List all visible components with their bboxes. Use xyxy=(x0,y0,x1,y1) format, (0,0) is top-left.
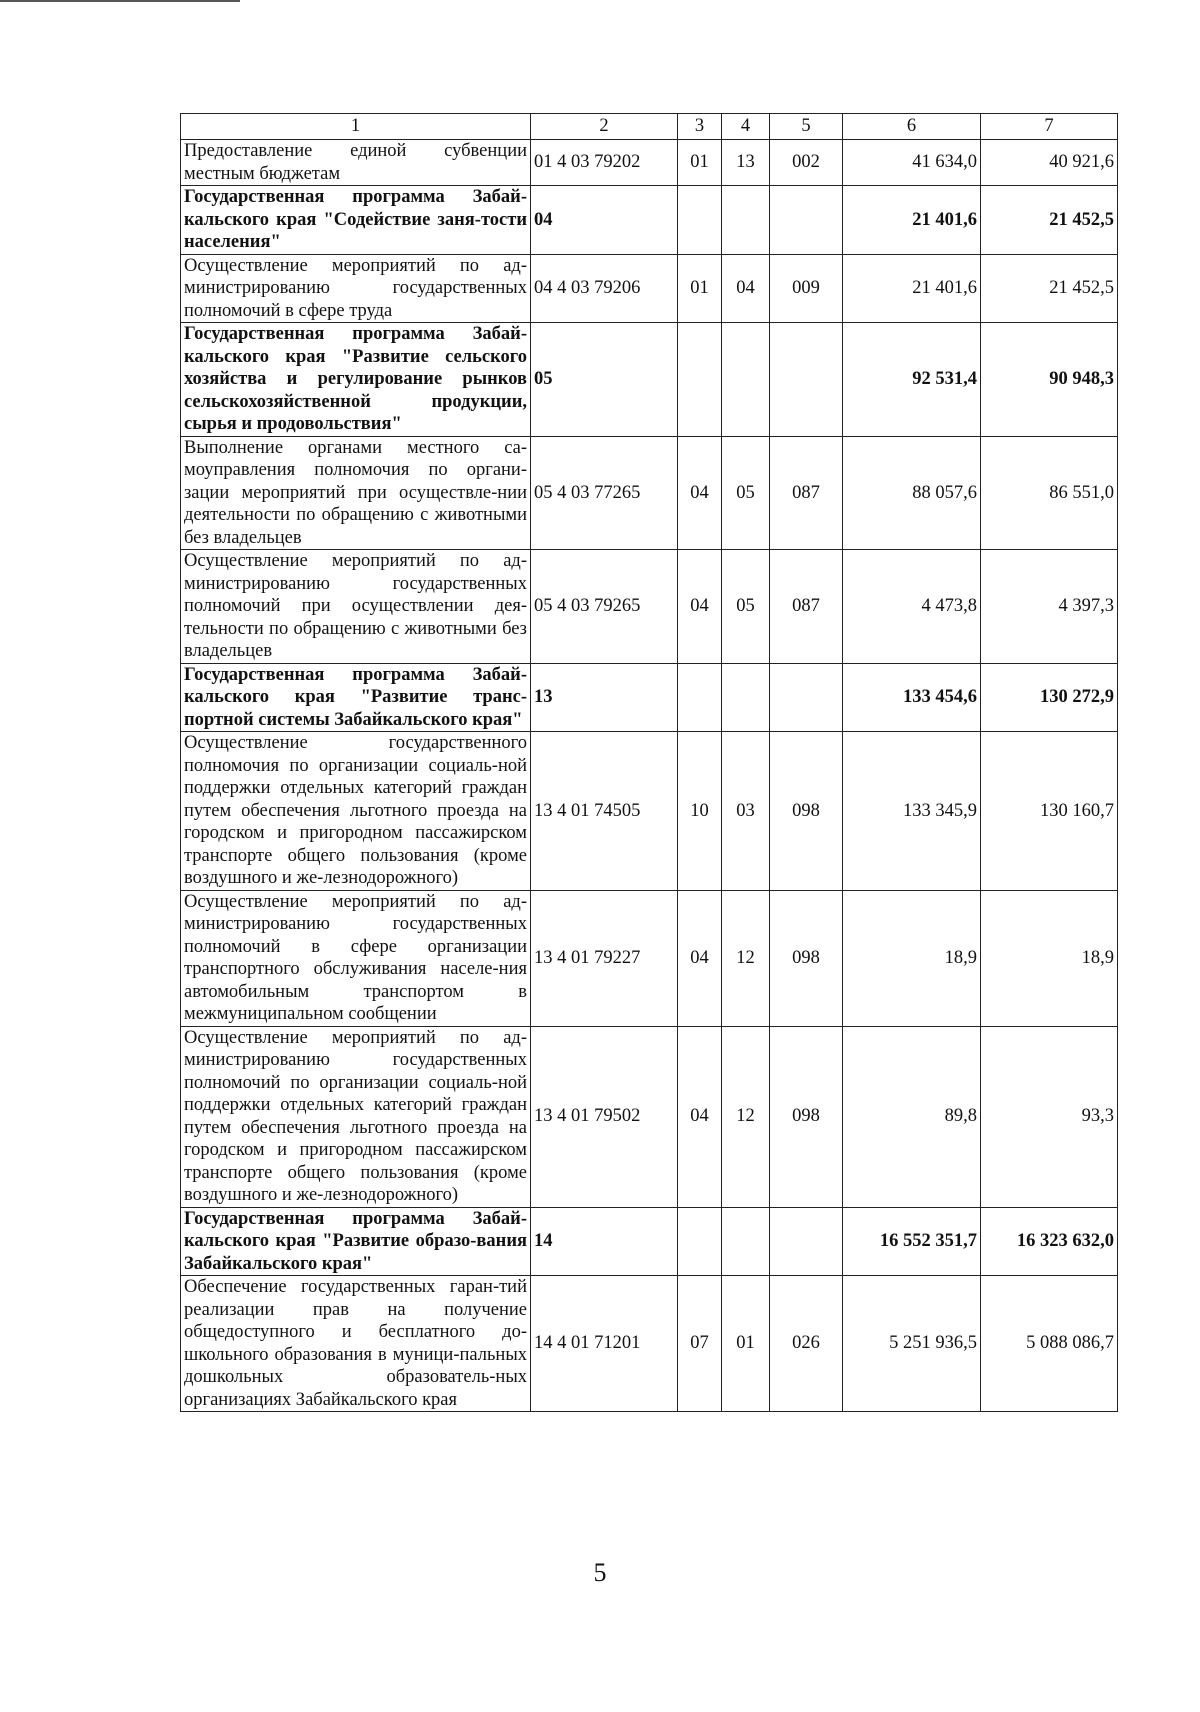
row-amount-col6-cell: 18,9 xyxy=(843,890,981,1026)
table-row xyxy=(181,254,1118,323)
row-amount-col6-cell: 21 401,6 xyxy=(843,254,981,323)
row-expense-type-cell: 087 xyxy=(770,436,843,550)
row-subsection-cell xyxy=(722,663,770,732)
row-amount-col7-cell: 4 397,3 xyxy=(981,550,1118,664)
row-subsection-cell: 12 xyxy=(722,890,770,1026)
row-section-cell: 04 xyxy=(678,890,722,1026)
row-name-cell: Выполнение органами местного са-моуправления полномочия по органи-зации мероприятий при осуществле-нии деятельности по обращению с животными без владельцев xyxy=(181,436,531,550)
row-amount-col6-cell: 89,8 xyxy=(843,1026,981,1207)
row-section-cell: 04 xyxy=(678,436,722,550)
row-amount-col7-cell: 21 452,5 xyxy=(981,186,1118,255)
row-expense-type-cell: 098 xyxy=(770,732,843,891)
table-body xyxy=(181,140,1118,1412)
row-section-cell xyxy=(678,663,722,732)
row-amount-col7-cell: 21 452,5 xyxy=(981,254,1118,323)
header-row xyxy=(181,114,1118,140)
row-code-cell: 13 4 01 74505 xyxy=(531,732,678,891)
row-section-cell: 04 xyxy=(678,1026,722,1207)
row-subsection-cell: 05 xyxy=(722,550,770,664)
row-amount-col6-cell: 4 473,8 xyxy=(843,550,981,664)
row-expense-type-cell xyxy=(770,1207,843,1276)
row-code-cell: 13 xyxy=(531,663,678,732)
row-section-cell: 04 xyxy=(678,550,722,664)
row-subsection-cell: 13 xyxy=(722,140,770,186)
row-section-cell: 07 xyxy=(678,1276,722,1412)
header-cell: 2 xyxy=(531,114,678,140)
row-amount-col7-cell: 40 921,6 xyxy=(981,140,1118,186)
row-amount-col7-cell: 5 088 086,7 xyxy=(981,1276,1118,1412)
table-row xyxy=(181,1026,1118,1207)
row-expense-type-cell xyxy=(770,323,843,437)
row-name-cell: Осуществление мероприятий по ад-министрированию государственных полномочий по организации социаль-ной поддержки отдельных категорий граждан путем обеспечения льготного проезда на городском и пригородном пассажирском транспорте общего пользования (кроме воздушного и же-лезнодорожного) xyxy=(181,1026,531,1207)
scan-edge-line xyxy=(0,0,240,2)
row-code-cell: 14 4 01 71201 xyxy=(531,1276,678,1412)
row-section-cell xyxy=(678,1207,722,1276)
row-amount-col6-cell: 5 251 936,5 xyxy=(843,1276,981,1412)
row-expense-type-cell: 087 xyxy=(770,550,843,664)
row-code-cell: 04 4 03 79206 xyxy=(531,254,678,323)
row-amount-col6-cell: 16 552 351,7 xyxy=(843,1207,981,1276)
row-name-cell: Осуществление мероприятий по ад-министрированию государственных полномочий при осуществлении дея-тельности по обращению с животными без владельцев xyxy=(181,550,531,664)
row-subsection-cell: 12 xyxy=(722,1026,770,1207)
row-amount-col7-cell: 16 323 632,0 xyxy=(981,1207,1118,1276)
row-code-cell: 05 xyxy=(531,323,678,437)
row-amount-col7-cell: 93,3 xyxy=(981,1026,1118,1207)
table-row xyxy=(181,1207,1118,1276)
header-cell: 3 xyxy=(678,114,722,140)
header-cell: 6 xyxy=(843,114,981,140)
row-subsection-cell xyxy=(722,1207,770,1276)
row-amount-col7-cell: 18,9 xyxy=(981,890,1118,1026)
header-cell: 4 xyxy=(722,114,770,140)
row-name-cell: Государственная программа Забай-кальского края "Развитие транс-портной системы Забайкальского края" xyxy=(181,663,531,732)
table-row xyxy=(181,323,1118,437)
row-code-cell: 01 4 03 79202 xyxy=(531,140,678,186)
row-name-cell: Государственная программа Забай-кальского края "Развитие сельского хозяйства и регулирование рынков сельскохозяйственной продукции, сырья и продовольствия" xyxy=(181,323,531,437)
table-row xyxy=(181,1276,1118,1412)
row-section-cell xyxy=(678,323,722,437)
table-row xyxy=(181,663,1118,732)
row-section-cell xyxy=(678,186,722,255)
row-subsection-cell: 03 xyxy=(722,732,770,891)
row-amount-col6-cell: 133 345,9 xyxy=(843,732,981,891)
row-section-cell: 10 xyxy=(678,732,722,891)
row-amount-col6-cell: 133 454,6 xyxy=(843,663,981,732)
page-number: 5 xyxy=(593,1558,607,1587)
row-name-cell: Осуществление мероприятий по ад-министрированию государственных полномочий в сфере организации транспортного обслуживания населе-ния автомобильным транспортом в межмуниципальном сообщении xyxy=(181,890,531,1026)
row-section-cell: 01 xyxy=(678,254,722,323)
row-code-cell: 04 xyxy=(531,186,678,255)
row-section-cell: 01 xyxy=(678,140,722,186)
row-name-cell: Государственная программа Забай-кальского края "Развитие образо-вания Забайкальского края" xyxy=(181,1207,531,1276)
table-row xyxy=(181,140,1118,186)
budget-table-container xyxy=(180,113,1117,1412)
row-amount-col7-cell: 130 272,9 xyxy=(981,663,1118,732)
row-subsection-cell: 04 xyxy=(722,254,770,323)
row-amount-col7-cell: 130 160,7 xyxy=(981,732,1118,891)
row-code-cell: 14 xyxy=(531,1207,678,1276)
row-code-cell: 05 4 03 77265 xyxy=(531,436,678,550)
row-subsection-cell xyxy=(722,323,770,437)
row-amount-col6-cell: 92 531,4 xyxy=(843,323,981,437)
row-amount-col7-cell: 90 948,3 xyxy=(981,323,1118,437)
row-expense-type-cell: 002 xyxy=(770,140,843,186)
row-code-cell: 13 4 01 79227 xyxy=(531,890,678,1026)
row-expense-type-cell: 026 xyxy=(770,1276,843,1412)
row-code-cell: 05 4 03 79265 xyxy=(531,550,678,664)
row-expense-type-cell xyxy=(770,663,843,732)
table-row xyxy=(181,732,1118,891)
row-name-cell: Осуществление мероприятий по ад-министрированию государственных полномочий в сфере труда xyxy=(181,254,531,323)
table-row xyxy=(181,186,1118,255)
table-row xyxy=(181,550,1118,664)
row-expense-type-cell xyxy=(770,186,843,255)
row-subsection-cell: 01 xyxy=(722,1276,770,1412)
table-row xyxy=(181,890,1118,1026)
row-amount-col6-cell: 41 634,0 xyxy=(843,140,981,186)
row-expense-type-cell: 098 xyxy=(770,1026,843,1207)
row-name-cell: Предоставление единой субвенции местным бюджетам xyxy=(181,140,531,186)
row-name-cell: Государственная программа Забай-кальского края "Содействие заня-тости населения" xyxy=(181,186,531,255)
row-name-cell: Обеспечение государственных гаран-тий реализации прав на получение общедоступного и бесплатного до-школьного образования в муници-пальных дошкольных образователь-ных организациях Забайкальского края xyxy=(181,1276,531,1412)
row-expense-type-cell: 009 xyxy=(770,254,843,323)
row-amount-col7-cell: 86 551,0 xyxy=(981,436,1118,550)
row-name-cell: Осуществление государственного полномочия по организации социаль-ной поддержки отдельных категорий граждан путем обеспечения льготного проезда на городском и пригородном пассажирском транспорте общего пользования (кроме воздушного и же-лезнодорожного) xyxy=(181,732,531,891)
budget-table xyxy=(180,113,1118,1412)
row-expense-type-cell: 098 xyxy=(770,890,843,1026)
header-cell: 5 xyxy=(770,114,843,140)
row-amount-col6-cell: 88 057,6 xyxy=(843,436,981,550)
row-amount-col6-cell: 21 401,6 xyxy=(843,186,981,255)
table-row xyxy=(181,436,1118,550)
row-subsection-cell: 05 xyxy=(722,436,770,550)
header-cell: 7 xyxy=(981,114,1118,140)
header-cell: 1 xyxy=(181,114,531,140)
row-code-cell: 13 4 01 79502 xyxy=(531,1026,678,1207)
row-subsection-cell xyxy=(722,186,770,255)
